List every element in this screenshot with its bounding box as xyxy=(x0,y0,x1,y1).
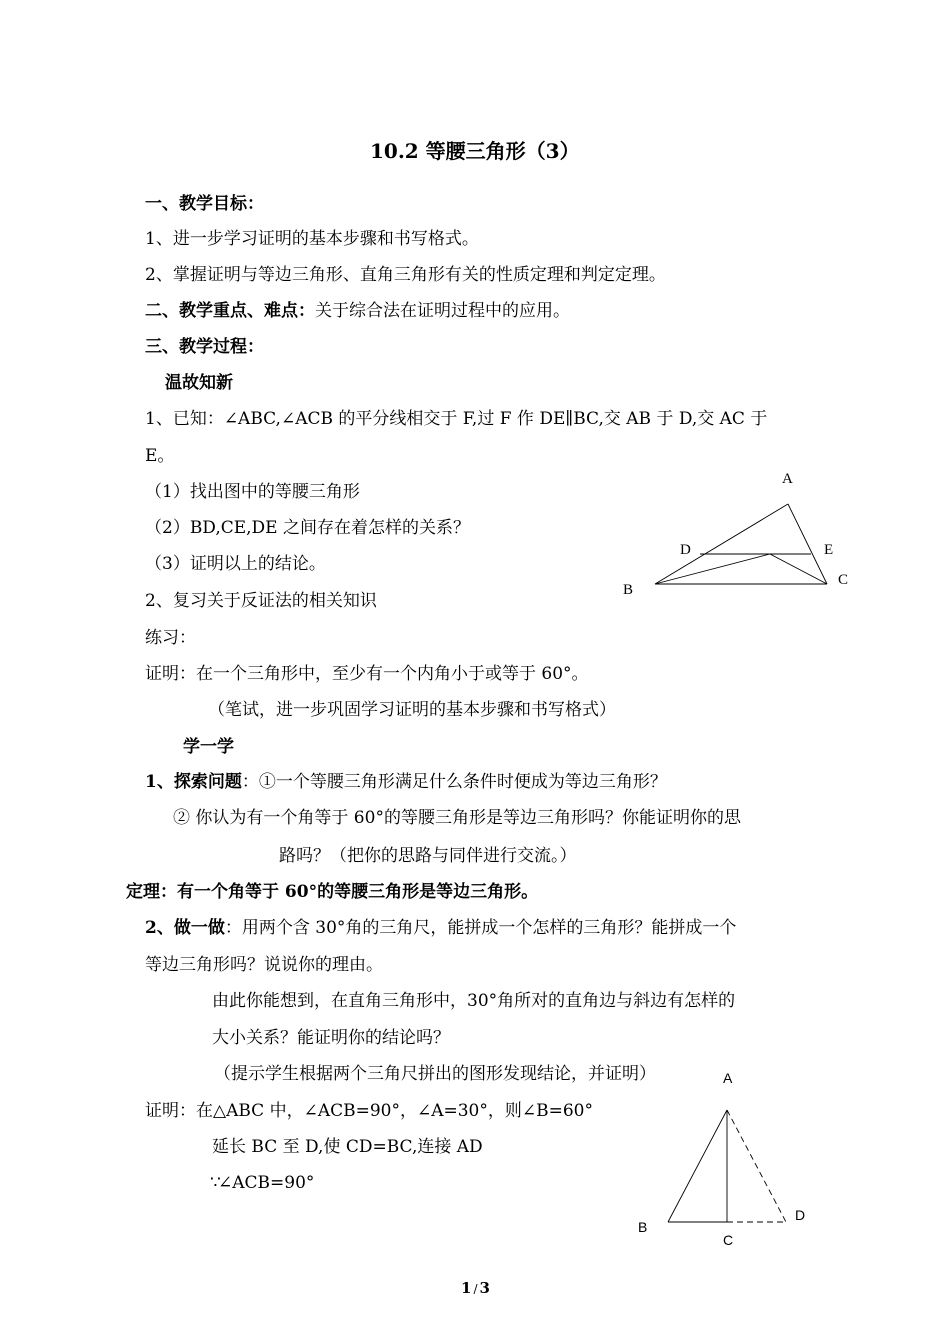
fig2-label-A: A xyxy=(723,1070,733,1086)
key-points-text: 关于综合法在证明过程中的应用。 xyxy=(315,301,570,321)
review-sub-question-2: （2）BD,CE,DE 之间存在着怎样的关系？ xyxy=(145,518,470,538)
explore-question-1: ：①一个等腰三角形满足什么条件时便成为等边三角形？ xyxy=(241,772,667,792)
fig1-label-D: D xyxy=(680,542,691,558)
page-title: 10.2 等腰三角形（3） xyxy=(370,139,580,163)
fig2-label-B: B xyxy=(638,1219,648,1235)
section-heading-objectives: 一、教学目标： xyxy=(145,194,264,214)
do-question: ：用两个含 30°角的三角尺，能拼成一个怎样的三角形？能拼成一个 xyxy=(224,918,737,938)
fig1-line-BA xyxy=(655,504,788,584)
fig1-label-A: A xyxy=(782,471,793,487)
think-line-2: 大小关系？能证明你的结论吗？ xyxy=(212,1028,450,1048)
practice-label: 练习： xyxy=(145,628,196,648)
hint-text: （提示学生根据两个三角尺拼出的图形发现结论，并证明） xyxy=(214,1064,656,1084)
objective-1: 1、进一步学习证明的基本步骤和书写格式。 xyxy=(145,229,479,249)
review-question-2: 2、复习关于反证法的相关知识 xyxy=(145,591,377,611)
fig1-label-C: C xyxy=(838,572,849,588)
practice-note: （笔试，进一步巩固学习证明的基本步骤和书写格式） xyxy=(208,700,616,720)
explore-line-1 xyxy=(145,771,667,793)
explore-question-2-line-1: ② 你认为有一个角等于 60°的等腰三角形是等边三角形吗？你能证明你的思 xyxy=(173,808,741,828)
review-question-1-line-1: 1、已知：∠ABC,∠ACB 的平分线相交于 F,过 F 作 DE∥BC,交 AB 于 D,交 AC 于 xyxy=(145,409,768,429)
explore-question-2-line-2: 路吗？（把你的思路与同伴进行交流。） xyxy=(279,846,577,866)
fig1-line-FC xyxy=(770,554,827,584)
fig2-line-AB xyxy=(668,1110,727,1222)
proof-line-3-text: ∠ACB=90° xyxy=(218,1173,315,1193)
do-line-1 xyxy=(145,917,736,939)
fig2-line-AD xyxy=(727,1110,786,1222)
proof-line-1: 证明：在△ABC 中，∠ACB=90°，∠A=30°，则∠B=60° xyxy=(145,1101,593,1121)
do-label: 2、做一做 xyxy=(145,918,225,938)
fig1-label-B: B xyxy=(623,582,634,598)
explore-label: 1、探索问题 xyxy=(145,772,242,792)
fig1-label-E: E xyxy=(824,542,834,558)
proof-line-2: 延长 BC 至 D,使 CD=BC,连接 AD xyxy=(212,1137,483,1157)
think-line-1: 由此你能想到，在直角三角形中，30°角所对的直角边与斜边有怎样的 xyxy=(212,991,736,1011)
learn-heading: 学一学 xyxy=(183,737,234,757)
section-heading-key-points: 二、教学重点、难点： xyxy=(145,301,315,321)
fig1-line-AC xyxy=(788,504,827,584)
because-symbol: ∵ xyxy=(210,1173,221,1193)
section-heading-process: 三、教学过程： xyxy=(145,337,264,357)
page-separator: / xyxy=(473,1282,478,1296)
review-question-1-line-2: E。 xyxy=(145,446,175,466)
practice-proof: 证明：在一个三角形中，至少有一个内角小于或等于 60°。 xyxy=(145,664,589,684)
theorem: 定理：有一个角等于 60°的等腰三角形是等边三角形。 xyxy=(126,882,539,902)
objective-2: 2、掌握证明与等边三角形、直角三角形有关的性质定理和判定定理。 xyxy=(145,265,666,285)
fig2-label-C: C xyxy=(723,1232,734,1248)
review-heading: 温故知新 xyxy=(165,373,233,393)
review-sub-question-3: （3）证明以上的结论。 xyxy=(145,554,326,574)
current-page: 1 xyxy=(461,1279,472,1297)
fig2-label-D: D xyxy=(795,1207,806,1223)
total-pages: 3 xyxy=(479,1279,490,1297)
fig1-line-BF xyxy=(655,554,770,584)
review-sub-question-1: （1）找出图中的等腰三角形 xyxy=(145,482,360,502)
do-line-2: 等边三角形吗？说说你的理由。 xyxy=(145,955,383,975)
page-number xyxy=(461,1277,490,1300)
key-points-line xyxy=(145,300,570,322)
